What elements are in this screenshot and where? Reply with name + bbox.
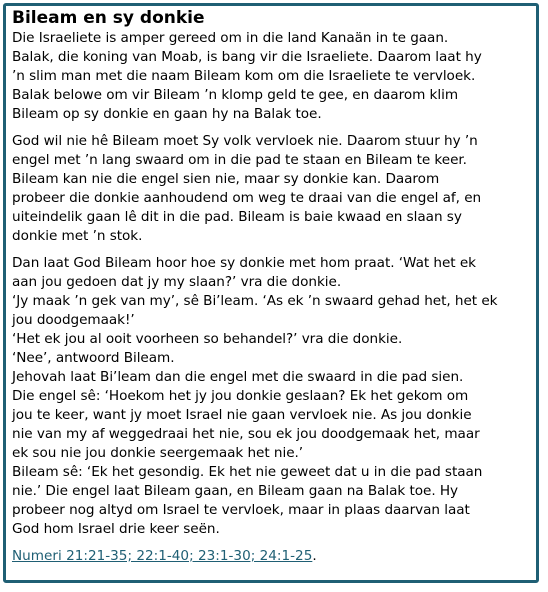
text-line: Die Israeliete is amper gereed om in die land Kanaän in te gaan. (12, 30, 449, 46)
text-line: Bileam sê: ‘Ek het gesondig. Ek het nie geweet dat u in die pad staan (12, 464, 483, 480)
text-line: nie.’ Die engel laat Bileam gaan, en Bileam gaan na Balak toe. Hy (12, 483, 459, 499)
paragraph-2 (12, 132, 528, 246)
text-line: donkie met ’n stok. (12, 228, 143, 244)
text-line: ’n slim man met die naam Bileam kom om die Israeliete te vervloek. (12, 68, 476, 84)
story-title: Bileam en sy donkie (12, 8, 205, 28)
text-line: probeer die donkie aanhoudend om weg te draai van die engel af, en (12, 190, 482, 206)
text-line: God wil nie hê Bileam moet Sy volk vervloek nie. Daarom stuur hy ’n (12, 133, 478, 149)
text-line: Dan laat God Bileam hoor hoe sy donkie met hom praat. ‘Wat het ek (12, 255, 476, 271)
text-line: probeer nog altyd om Israel te vervloek, maar in plaas daarvan laat (12, 502, 470, 518)
text-line: Bileam kan nie die engel sien nie, maar sy donkie kan. Daarom (12, 171, 440, 187)
text-line: ‘Nee’, antwoord Bileam. (12, 350, 175, 366)
text-line: God hom Israel drie keer seën. (12, 521, 220, 537)
text-line: jou te keer, want jy moet Israel nie gaan vervloek nie. As jou donkie (12, 407, 472, 423)
text-line: ‘Het ek jou al ooit voorheen so behandel?’ vra die donkie. (12, 331, 403, 347)
paragraph-1 (12, 29, 528, 124)
text-line: Balak belowe om vir Bileam ’n klomp geld te gee, en daarom klim (12, 87, 459, 103)
scripture-reference (12, 547, 528, 566)
text-line: engel met ’n lang swaard om in die pad te staan en Bileam te keer. (12, 152, 467, 168)
paragraph-3 (12, 254, 528, 539)
text-line: Balak, die koning van Moab, is bang vir die Israeliete. Daarom laat hy (12, 49, 482, 65)
text-line: Die engel sê: ‘Hoekom het jy jou donkie geslaan? Ek het gekom om (12, 388, 469, 404)
text-line: ‘Jy maak ’n gek van my’, sê Bi’leam. ‘As ek ’n swaard gehad het, het ek (12, 293, 498, 309)
text-line: uiteindelik gaan lê dit in die pad. Bileam is baie kwaad en slaan sy (12, 209, 462, 225)
text-line: ek sou nie jou donkie seergemaak het nie.’ (12, 445, 304, 461)
text-line: aan jou gedoen dat jy my slaan?’ vra die donkie. (12, 274, 342, 290)
text-line: nie van my af weggedraai het nie, sou ek jou doodgemaak het, maar (12, 426, 480, 442)
text-line: Jehovah laat Bi’leam dan die engel met die swaard in die pad sien. (12, 369, 464, 385)
story-frame (3, 3, 539, 583)
text-line: jou doodgemaak!’ (12, 312, 135, 328)
text-line: Bileam op sy donkie en gaan hy na Balak toe. (12, 106, 322, 122)
scripture-reference-link[interactable]: Numeri 21:21-35; 22:1-40; 23:1-30; 24:1-25 (12, 548, 313, 564)
reference-period: . (312, 548, 317, 564)
